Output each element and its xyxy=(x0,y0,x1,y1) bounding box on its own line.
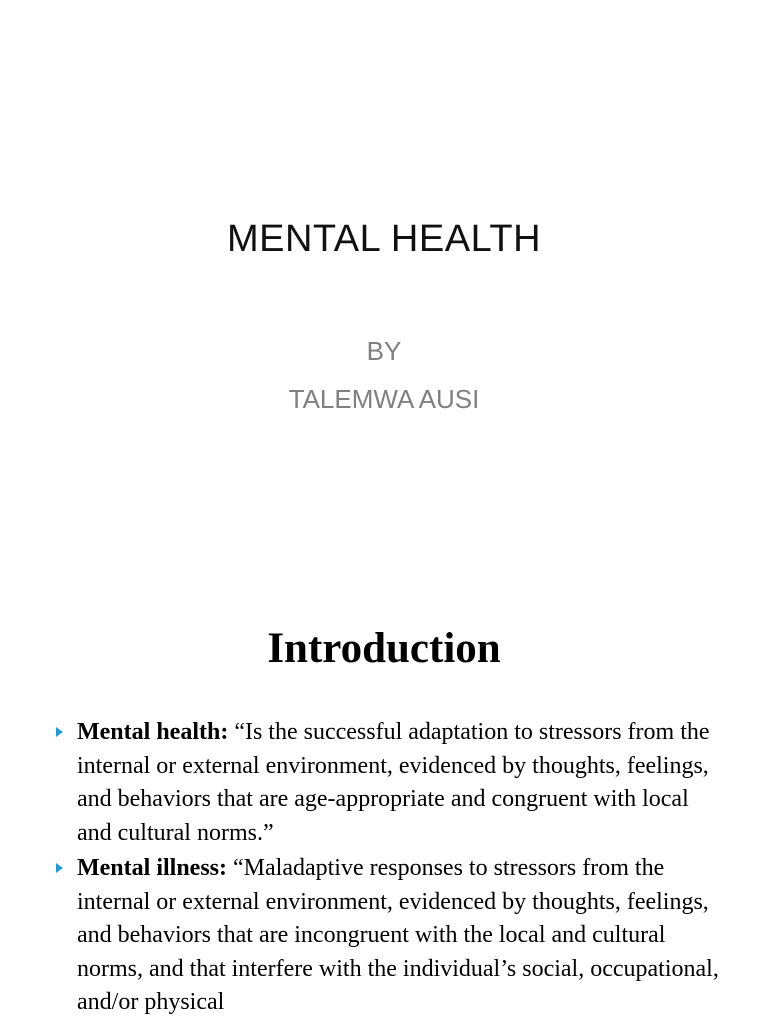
presentation-title: MENTAL HEALTH xyxy=(226,218,542,260)
introduction-slide xyxy=(0,576,768,1024)
bullet-arrow-icon xyxy=(56,863,63,873)
bullet-list xyxy=(54,716,724,1022)
author-name: TALEMWA AUSI xyxy=(288,384,480,414)
bullet-arrow-icon xyxy=(56,727,63,737)
bullet-term: Mental health: xyxy=(77,719,229,745)
bullet-text: “Maladaptive responses to stressors from the internal or external environment, evidenced by thoughts, feelings, and behaviors that are incongruent with the local and cultural norms, and that interfere with the individual’s social, occupational, and/or physical xyxy=(77,855,719,1015)
bullet-text: “Is the successful adaptation to stressors from the internal or external environment, evidenced by thoughts, feelings, and behaviors that are age-appropriate and congruent with local and cultural norms.” xyxy=(77,719,710,846)
bullet-term: Mental illness: xyxy=(77,855,227,881)
by-label: BY xyxy=(366,336,402,366)
bullet-item-mental-illness xyxy=(54,852,724,1020)
bullet-item-mental-health xyxy=(54,716,724,850)
slide-title: Introduction xyxy=(267,625,501,672)
